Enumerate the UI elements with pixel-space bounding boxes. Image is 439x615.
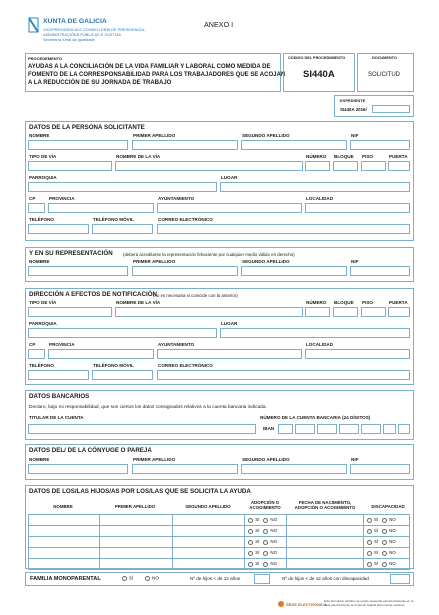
child-nombre-cell[interactable] [29, 537, 100, 548]
applicant-lugar-label: LUGAR [221, 175, 238, 180]
applicant-movil-label: TELÉFONO MÓVIL [93, 217, 134, 222]
child-adopcion-yes-radio[interactable] [248, 551, 253, 556]
child-apellido1-cell[interactable] [99, 526, 172, 537]
notif-email-label: CORREO ELECTRÓNICO [158, 363, 213, 368]
child-nombre-cell[interactable] [29, 526, 100, 537]
applicant-numero-label: NÚMERO [306, 154, 327, 159]
applicant-tipo-via-field[interactable] [28, 161, 112, 171]
family-no-radio[interactable] [145, 576, 150, 581]
iban-block-5[interactable] [383, 424, 396, 434]
spouse-apellido2-field[interactable] [241, 464, 347, 474]
child-adopcion-yes-label: SÍ [255, 539, 260, 545]
children-col-apellido2: SEGUNDO APELLIDO [185, 504, 231, 509]
applicant-email-label: CORREO ELECTRÓNICO [158, 217, 213, 222]
child-adopcion-no-label: NO [270, 528, 278, 534]
notif-provincia-field[interactable] [48, 349, 154, 359]
children-row [29, 559, 410, 570]
notif-localidad-label: LOCALIDAD [306, 342, 334, 347]
child-fecha-cell[interactable] [287, 548, 364, 559]
notif-puerta-field[interactable] [388, 307, 410, 317]
applicant-ayuntamiento-field[interactable] [157, 203, 302, 213]
applicant-provincia-field[interactable] [48, 203, 154, 213]
notif-piso-field[interactable] [361, 307, 386, 317]
spouse-title: DATOS DEL/ DE LA CÓNYUGE O PAREJA [29, 447, 152, 454]
representation-title: Y EN SU REPRESENTACIÓN [29, 250, 113, 257]
children-row [29, 515, 410, 526]
child-adopcion-yes-radio[interactable] [248, 529, 253, 534]
rep-apellido1-field[interactable] [132, 266, 238, 276]
applicant-email-field[interactable] [157, 224, 410, 234]
family-no-label: NO [152, 575, 159, 581]
children-row [29, 526, 410, 537]
applicant-puerta-label: PUERTA [389, 154, 408, 159]
org-name: XUNTA DE GALICIA [43, 18, 107, 25]
notif-bloque-label: BLOQUE [334, 300, 354, 305]
rep-nif-field[interactable] [350, 266, 410, 276]
spouse-nif-label: NIF [351, 457, 359, 462]
child-adopcion-yes-radio[interactable] [248, 562, 253, 567]
child-adopcion-no-label: NO [270, 539, 278, 545]
child-discapacidad-yes-radio[interactable] [367, 562, 372, 567]
child-adopcion-cell[interactable] [245, 526, 287, 537]
notification-note: (no es necesaria si coincide con la anterior) [153, 293, 238, 298]
child-adopcion-no-label: NO [270, 517, 278, 523]
children-table [28, 514, 410, 570]
applicant-numero-field[interactable] [305, 161, 330, 171]
procedure-code-label: CÓDIGO DEL PROCEDIMIENTO [288, 56, 346, 60]
rep-apellido2-field[interactable] [241, 266, 347, 276]
rep-nombre-label: NOMBRE [29, 259, 50, 264]
child-discapacidad-cell[interactable] [363, 515, 409, 526]
applicant-nif-label: NIF [351, 133, 359, 138]
applicant-tipo-via-label: TIPO DE VÍA [29, 154, 57, 159]
applicant-localidad-field[interactable] [305, 203, 410, 213]
document-label: DOCUMENTO [372, 56, 397, 60]
notif-email-field[interactable] [157, 370, 410, 380]
rep-apellido2-label: SEGUNDO APELLIDO [242, 259, 290, 264]
spouse-nif-field[interactable] [350, 464, 410, 474]
applicant-cp-label: CP [29, 196, 36, 201]
notif-lugar-label: LUGAR [221, 321, 238, 326]
notif-cp-label: CP [29, 342, 36, 347]
notif-nombre-via-label: NOMBRE DE LA VÍA [116, 300, 161, 305]
child-adopcion-yes-label: SÍ [255, 517, 260, 523]
child-apellido2-cell[interactable] [172, 559, 245, 570]
applicant-apellido2-label: SEGUNDO APELLIDO [242, 133, 290, 138]
child-discapacidad-no-label: NO [389, 550, 396, 556]
rep-apellido1-label: PRIMER APELLIDO [133, 259, 176, 264]
bank-holder-label: TITULAR DE LA CUENTA [29, 415, 84, 420]
applicant-nif-field[interactable] [350, 140, 410, 150]
notif-provincia-label: PROVINCIA [49, 342, 75, 347]
applicant-piso-label: PISO [362, 154, 373, 159]
child-fecha-cell[interactable] [287, 537, 364, 548]
bank-declaration: Declaro, bajo mi responsabilidad, que son ciertos los datos consignados relativos a la cuenta bancaria indicada. [29, 405, 267, 410]
child-fecha-cell[interactable] [287, 559, 364, 570]
applicant-parroquia-label: PARROQUIA [29, 175, 57, 180]
child-adopcion-no-radio[interactable] [263, 551, 268, 556]
child-adopcion-cell[interactable] [245, 559, 287, 570]
child-nombre-cell[interactable] [29, 515, 100, 526]
iban-block-3[interactable] [339, 424, 359, 434]
applicant-telefono-field[interactable] [28, 224, 89, 234]
child-discapacidad-no-radio[interactable] [382, 518, 387, 523]
bank-title: DATOS BANCARIOS [29, 393, 90, 400]
children-col-discapacidad: DISCAPACIDAD [371, 504, 405, 509]
bank-holder-field[interactable] [28, 424, 256, 434]
procedure-code: SI440A [303, 69, 335, 80]
notif-numero-label: NÚMERO [306, 300, 327, 305]
child-discapacidad-cell[interactable] [363, 526, 409, 537]
iban-country-field[interactable] [278, 424, 293, 434]
applicant-ayuntamiento-label: AYUNTAMIENTO [158, 196, 195, 201]
child-adopcion-cell[interactable] [245, 537, 287, 548]
child-adopcion-yes-radio[interactable] [248, 540, 253, 545]
applicant-lugar-field[interactable] [220, 182, 410, 192]
applicant-bloque-label: BLOQUE [334, 154, 354, 159]
applicant-nombre-label: NOMBRE [29, 133, 50, 138]
family-yes-label: SÍ [129, 575, 134, 581]
child-adopcion-yes-label: SÍ [255, 528, 260, 534]
bank-account-label: NÚMERO DE LA CUENTA BANCARIA (24 DÍGITOS) [260, 415, 371, 420]
applicant-piso-field[interactable] [361, 161, 386, 171]
family-yes-radio[interactable] [122, 576, 127, 581]
expediente-label: EXPEDIENTE [340, 98, 366, 103]
expediente-value: SI440A 2016/ [340, 107, 367, 112]
child-discapacidad-yes-radio[interactable] [367, 529, 372, 534]
notif-ayuntamiento-field[interactable] [157, 349, 302, 359]
child-apellido2-cell[interactable] [172, 515, 245, 526]
notif-tipo-via-field[interactable] [28, 307, 112, 317]
notif-movil-label: TELÉFONO MÓVIL [93, 363, 134, 368]
child-discapacidad-no-radio[interactable] [382, 529, 387, 534]
child-adopcion-no-radio[interactable] [263, 562, 268, 567]
spouse-apellido2-label: SEGUNDO APELLIDO [242, 457, 290, 462]
family-under12-label: Nº de hijos < de 12 años [190, 576, 241, 581]
child-adopcion-no-radio[interactable] [263, 529, 268, 534]
child-discapacidad-yes-label: SÍ [373, 539, 379, 545]
family-under12-disc-field[interactable] [390, 574, 410, 584]
spouse-apellido1-label: PRIMER APELLIDO [133, 457, 176, 462]
child-apellido1-cell[interactable] [99, 548, 172, 559]
notif-numero-field[interactable] [305, 307, 330, 317]
child-fecha-cell[interactable] [287, 515, 364, 526]
applicant-section [25, 121, 414, 241]
child-discapacidad-cell[interactable] [363, 537, 409, 548]
child-nombre-cell[interactable] [29, 559, 100, 570]
applicant-nombre-via-label: NOMBRE DE LA VÍA [116, 154, 161, 159]
org-line3: Secretaría Xeral da Igualdade [43, 37, 95, 42]
children-row [29, 537, 410, 548]
notif-lugar-field[interactable] [220, 328, 410, 338]
applicant-apellido2-field[interactable] [241, 140, 347, 150]
child-apellido1-cell[interactable] [99, 537, 172, 548]
notif-puerta-label: PUERTA [389, 300, 408, 305]
applicant-movil-field[interactable] [92, 224, 153, 234]
iban-block-4[interactable] [361, 424, 381, 434]
iban-block-2[interactable] [317, 424, 337, 434]
child-fecha-cell[interactable] [287, 526, 364, 537]
child-discapacidad-no-radio[interactable] [382, 551, 387, 556]
applicant-apellido1-field[interactable] [132, 140, 238, 150]
notif-tipo-via-label: TIPO DE VÍA [29, 300, 57, 305]
child-discapacidad-yes-label: SÍ [373, 550, 379, 556]
rep-nif-label: NIF [351, 259, 359, 264]
child-apellido1-cell[interactable] [99, 559, 172, 570]
child-adopcion-no-radio[interactable] [263, 518, 268, 523]
child-discapacidad-no-label: NO [389, 528, 396, 534]
child-discapacidad-yes-radio[interactable] [367, 540, 372, 545]
children-col-apellido1: PRIMER APELLIDO [114, 504, 156, 509]
children-col-fecha: FECHA DE NACIMIENTO, ADOPCIÓN O ACOGIMIENTO [294, 500, 356, 511]
representation-note: (deberá acreditarse la representación fehaciente por cualquier medio válido en derecho) [123, 252, 295, 257]
applicant-provincia-label: PROVINCIA [49, 196, 75, 201]
child-discapacidad-yes-label: SÍ [373, 561, 379, 567]
notif-movil-field[interactable] [92, 370, 153, 380]
annex-title: ANEXO I [204, 20, 234, 29]
child-apellido2-cell[interactable] [172, 526, 245, 537]
spouse-nombre-field[interactable] [28, 464, 128, 474]
rep-nombre-field[interactable] [28, 266, 128, 276]
child-discapacidad-no-radio[interactable] [382, 540, 387, 545]
child-discapacidad-yes-label: SÍ [373, 517, 379, 523]
child-apellido2-cell[interactable] [172, 548, 245, 559]
child-discapacidad-no-label: NO [389, 539, 396, 545]
applicant-nombre-field[interactable] [28, 140, 128, 150]
org-line1: VICEPRESIDENCIA E CONSELLERÍA DE PRESIDENCIA, [43, 27, 146, 32]
children-col-nombre: NOMBRE [53, 504, 73, 509]
footer-note: Este formulario también se puede presentar electrónicamente en la sede electrónica de la Xunta de Galicia https://sede.xunta.es [324, 599, 414, 607]
applicant-cp-field[interactable] [28, 203, 45, 213]
family-yes-option[interactable] [122, 576, 133, 581]
procedure-title-line3: A LA REDUCCIÓN DE SU JORNADA DE TRABAJO [28, 80, 172, 86]
child-nombre-cell[interactable] [29, 548, 100, 559]
sede-label: SEDE ELECTRÓNICA [286, 602, 327, 607]
spouse-apellido1-field[interactable] [132, 464, 238, 474]
child-discapacidad-no-radio[interactable] [382, 562, 387, 567]
child-apellido1-cell[interactable] [99, 515, 172, 526]
child-adopcion-yes-radio[interactable] [248, 518, 253, 523]
child-discapacidad-yes-radio[interactable] [367, 518, 372, 523]
notification-title: DIRECCIÓN A EFECTOS DE NOTIFICACIÓN [29, 291, 157, 298]
notif-piso-label: PISO [362, 300, 373, 305]
notif-nombre-via-field[interactable] [115, 307, 303, 317]
child-adopcion-no-label: NO [270, 550, 278, 556]
child-discapacidad-yes-radio[interactable] [367, 551, 372, 556]
child-adopcion-no-label: NO [270, 561, 278, 567]
applicant-parroquia-field[interactable] [28, 182, 217, 192]
child-adopcion-yes-label: SÍ [255, 561, 260, 567]
document-value: SOLICITUD [368, 72, 401, 78]
iban-block-6[interactable] [398, 424, 410, 434]
procedure-title-line2: FOMENTO DE LA CORRESPONSABILIDAD PARA LOS TRABAJADORES QUE SE ACOJAN [28, 72, 286, 78]
child-apellido2-cell[interactable] [172, 537, 245, 548]
children-col-adopcion: ADOPCIÓN O ACOGIMIENTO [249, 500, 281, 511]
notif-parroquia-field[interactable] [28, 328, 217, 338]
child-discapacidad-no-label: NO [389, 517, 396, 523]
child-discapacidad-yes-label: SÍ [373, 528, 379, 534]
applicant-apellido1-label: PRIMER APELLIDO [133, 133, 176, 138]
child-discapacidad-no-label: NO [389, 561, 396, 567]
family-under12-disc-label: Nº de hijos < de 12 años con discapacidad [282, 576, 369, 581]
notif-parroquia-label: PARROQUIA [29, 321, 57, 326]
sede-icon [278, 601, 284, 607]
child-discapacidad-cell[interactable] [363, 559, 409, 570]
children-title: DATOS DE LOS/LAS HIJOS/AS POR LOS/LAS QUE SE SOLICITA LA AYUDA [29, 488, 251, 495]
expediente-input[interactable] [372, 105, 410, 113]
family-label: FAMILIA MONOPARENTAL [30, 576, 101, 582]
family-under12-field[interactable] [254, 574, 270, 584]
procedure-title-line1: AYUDAS A LA CONCILIACIÓN DE LA VIDA FAMILIAR Y LABORAL COMO MEDIDA DE [28, 64, 271, 70]
applicant-nombre-via-field[interactable] [115, 161, 303, 171]
applicant-bloque-field[interactable] [333, 161, 358, 171]
child-adopcion-yes-label: SÍ [255, 550, 260, 556]
child-adopcion-no-radio[interactable] [263, 540, 268, 545]
xunta-logo [28, 17, 39, 33]
child-adopcion-cell[interactable] [245, 515, 287, 526]
child-adopcion-cell[interactable] [245, 548, 287, 559]
notif-bloque-field[interactable] [333, 307, 358, 317]
children-row [29, 548, 410, 559]
notif-cp-field[interactable] [28, 349, 45, 359]
notif-ayuntamiento-label: AYUNTAMIENTO [158, 342, 195, 347]
iban-block-1[interactable] [295, 424, 315, 434]
applicant-puerta-field[interactable] [388, 161, 410, 171]
iban-label: IBAN [263, 426, 275, 431]
procedure-label: PROCEDEMENTO [28, 56, 63, 61]
notif-telefono-label: TELÉFONO [29, 363, 55, 368]
org-line2: ADMINISTRACIÓNS PÚBLICAS E XUSTIZA [43, 32, 121, 37]
applicant-telefono-label: TELÉFONO [29, 217, 55, 222]
applicant-title: DATOS DE LA PERSONA SOLICITANTE [29, 124, 145, 131]
notif-telefono-field[interactable] [28, 370, 89, 380]
applicant-localidad-label: LOCALIDAD [306, 196, 334, 201]
child-discapacidad-cell[interactable] [363, 548, 409, 559]
notif-localidad-field[interactable] [305, 349, 410, 359]
family-no-option[interactable] [145, 576, 159, 581]
spouse-nombre-label: NOMBRE [29, 457, 50, 462]
